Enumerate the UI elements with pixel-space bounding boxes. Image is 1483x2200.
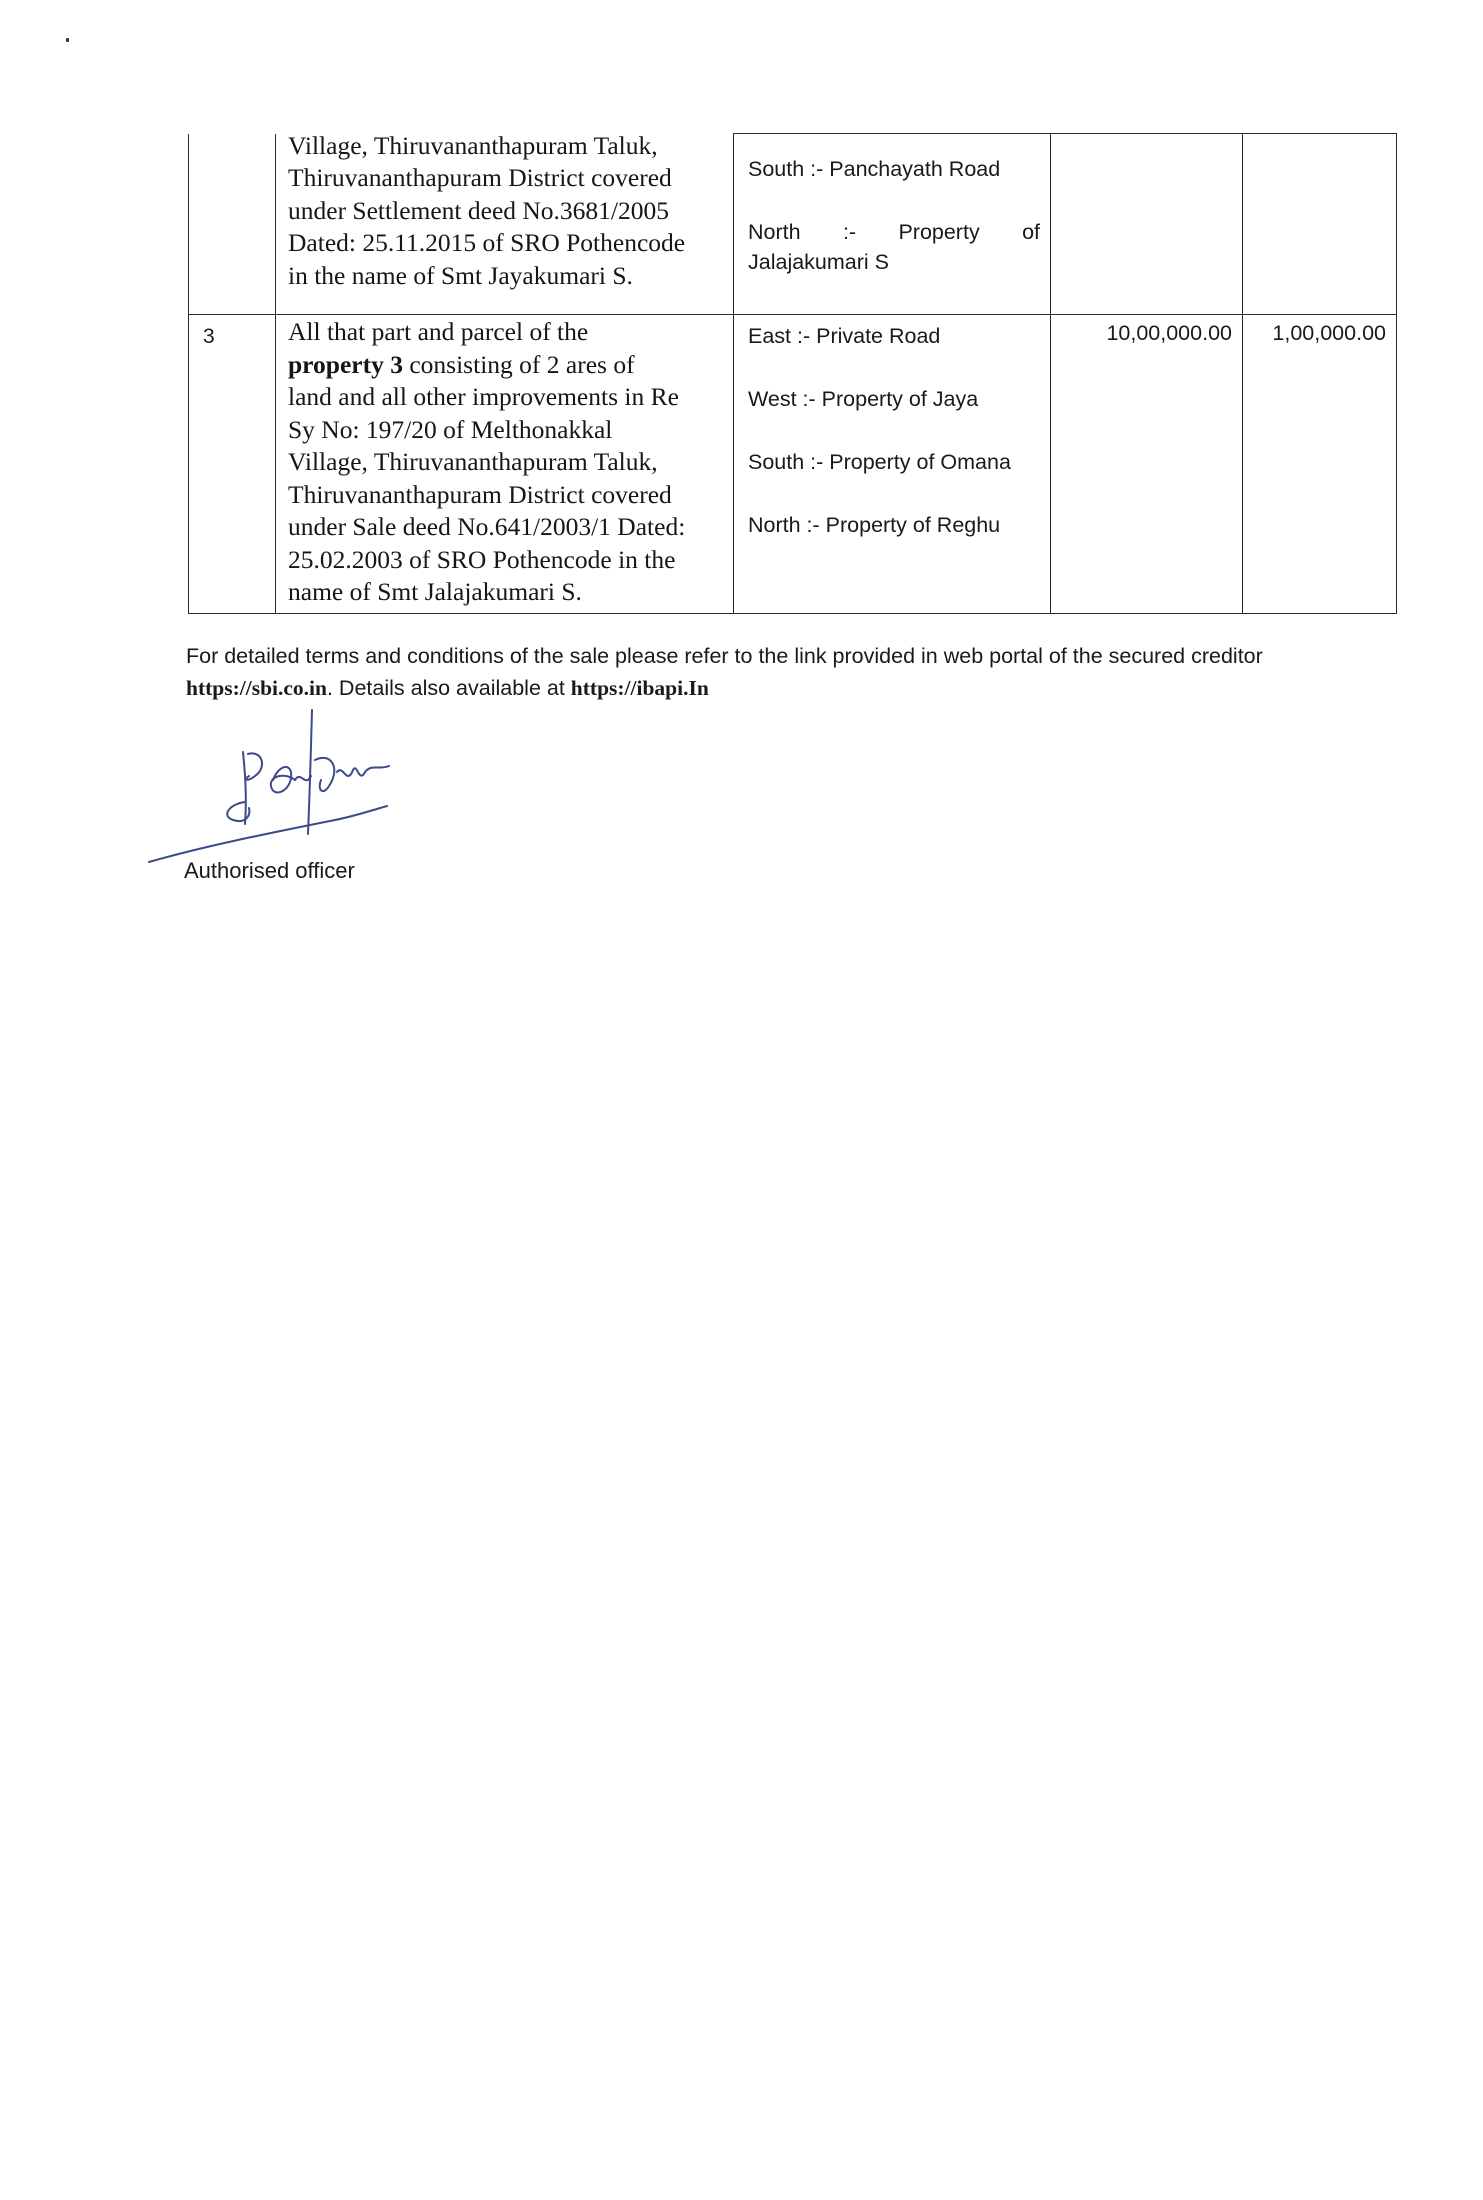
boundary-east: East :- Private Road bbox=[748, 324, 941, 348]
sl-no-cell bbox=[189, 134, 276, 315]
description-cell bbox=[276, 130, 734, 315]
signature-image bbox=[145, 706, 415, 866]
property-description: All that part and parcel of the property 3 consisting of 2 ares of land and all other improvements in Re Sy No: 197/20 of Melthonakkal Village, Thiruvananthapuram Taluk, Thiruvananthapuram District covered under Sale deed No.641/2003/1 Dated: 25.02.2003 of SRO Pothencode in the name of Smt Jalajakumari S. bbox=[288, 317, 686, 606]
emd-cell: 1,00,000.00 bbox=[1243, 315, 1397, 614]
table-row bbox=[189, 315, 1397, 614]
boundary-north: North :- Property of bbox=[748, 220, 1040, 244]
boundaries bbox=[734, 134, 1050, 277]
boundary-north: North :- Property of Reghu bbox=[748, 513, 1001, 537]
boundaries-cell bbox=[734, 134, 1051, 315]
terms-note: For detailed terms and conditions of the sale please refer to the link provided in web portal of the secured creditor https://sbi.co.in. Details also available at https://ibapi.In bbox=[186, 644, 1263, 700]
reserve-price-cell: 10,00,000.00 bbox=[1051, 315, 1243, 614]
property-description: Village, Thiruvananthapuram Taluk, Thiruvananthapuram District covered under Settlement deed No.3681/2005 Dated: 25.11.2015 of SRO Pothencode in the name of Smt Jayakumari S. bbox=[288, 130, 686, 290]
boundary-south: South :- Panchayath Road bbox=[748, 157, 1001, 181]
reserve-price-cell bbox=[1051, 134, 1243, 315]
ibapi-link[interactable]: https://ibapi.In bbox=[570, 676, 709, 700]
table-row bbox=[189, 134, 1397, 315]
boundaries bbox=[734, 315, 1050, 540]
boundary-south: South :- Property of Omana bbox=[748, 450, 1011, 474]
property-number: property 3 bbox=[288, 349, 403, 379]
description-cell bbox=[276, 315, 734, 614]
sbi-link[interactable]: https://sbi.co.in bbox=[186, 676, 327, 700]
boundary-north-name: Jalajakumari S bbox=[748, 250, 889, 274]
property-table bbox=[188, 130, 1397, 614]
sl-no-cell: 3 bbox=[189, 315, 276, 614]
scan-speck bbox=[66, 38, 69, 42]
boundaries-cell bbox=[734, 315, 1051, 614]
boundary-west: West :- Property of Jaya bbox=[748, 387, 979, 411]
authorised-officer-label: Authorised officer bbox=[184, 858, 355, 883]
emd-cell bbox=[1243, 134, 1397, 315]
